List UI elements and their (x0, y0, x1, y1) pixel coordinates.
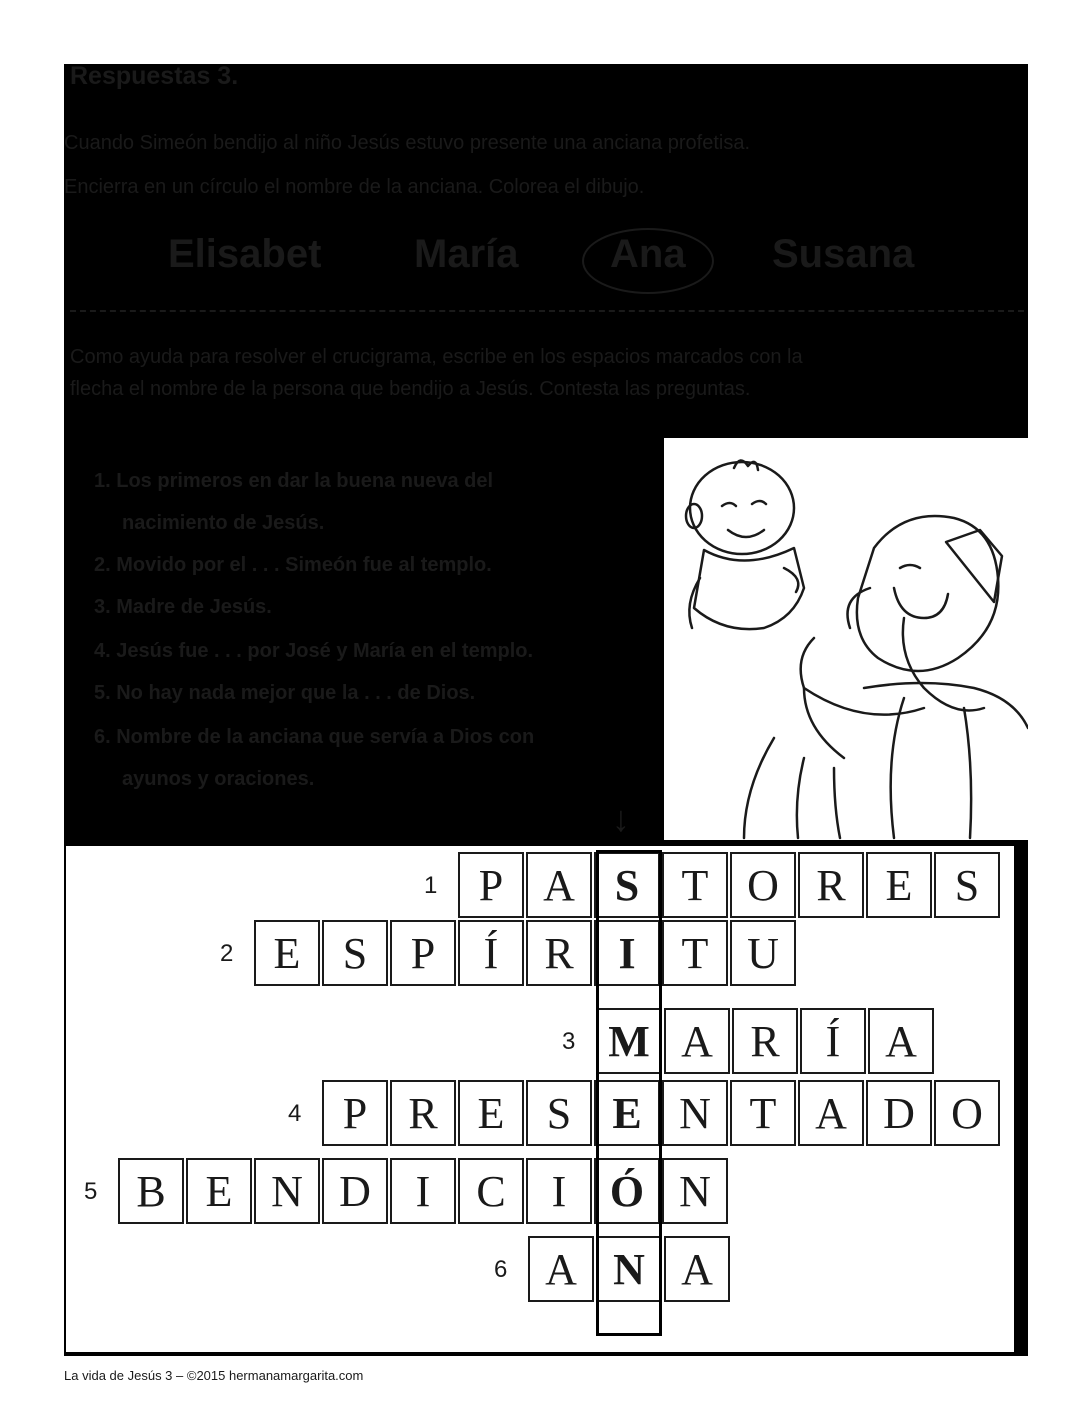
question-4: 4. Jesús fue . . . por José y María en el templo. (94, 640, 534, 662)
crossword-cell-2-1[interactable]: E (254, 920, 320, 986)
crossword-cell-5-4[interactable]: D (322, 1158, 388, 1224)
question-5: 5. No hay nada mejor que la . . . de Dios. (94, 682, 476, 704)
key-word-column (596, 850, 662, 1336)
dashed-divider (70, 310, 1024, 312)
crossword-cell-6-2[interactable]: N (596, 1236, 662, 1302)
question-1: 1. Los primeros en dar la buena nueva del (94, 470, 494, 492)
crossword-cell-1-3[interactable]: S (594, 852, 660, 918)
page-title: Respuestas 3. (70, 62, 239, 90)
clue-number-4: 4 (288, 1100, 302, 1127)
crossword-cell-4-1[interactable]: P (322, 1080, 388, 1146)
crossword-cell-2-7[interactable]: T (662, 920, 728, 986)
footer-credit: La vida de Jesús 3 – ©2015 hermanamargarita.com (64, 1368, 364, 1383)
crossword-cell-4-9[interactable]: D (866, 1080, 932, 1146)
crossword-cell-4-6[interactable]: N (662, 1080, 728, 1146)
question-2: 2. Movido por el . . . Simeón fue al templo. (94, 554, 492, 576)
crossword-cell-4-10[interactable]: O (934, 1080, 1000, 1146)
crossword-cell-1-5[interactable]: O (730, 852, 796, 918)
clue-number-6: 6 (494, 1256, 508, 1283)
crossword-cell-4-8[interactable]: A (798, 1080, 864, 1146)
down-arrow-icon: ↓ (612, 798, 630, 839)
crossword-cell-3-2[interactable]: A (664, 1008, 730, 1074)
crossword-cell-1-7[interactable]: E (866, 852, 932, 918)
crossword-cell-4-4[interactable]: S (526, 1080, 592, 1146)
crossword-cell-3-3[interactable]: R (732, 1008, 798, 1074)
crossword-cell-1-8[interactable]: S (934, 852, 1000, 918)
crossword-cell-1-1[interactable]: P (458, 852, 524, 918)
intro-line-1: Cuando Simeón bendijo al niño Jesús estuvo presente una anciana profetisa. (64, 132, 751, 154)
instruction-line-1: Como ayuda para resolver el crucigrama, escribe en los espacios marcados con la (70, 346, 803, 368)
crossword-cell-5-8[interactable]: Ó (594, 1158, 660, 1224)
question-3: 3. Madre de Jesús. (94, 596, 272, 618)
crossword-cell-5-7[interactable]: I (526, 1158, 592, 1224)
right-margin (1028, 0, 1088, 1408)
crossword-cell-4-5[interactable]: E (594, 1080, 660, 1146)
clue-number-1: 1 (424, 872, 438, 899)
crossword-cell-5-3[interactable]: N (254, 1158, 320, 1224)
clue-number-3: 3 (562, 1028, 576, 1055)
crossword-cell-3-4[interactable]: Í (800, 1008, 866, 1074)
crossword-cell-2-6[interactable]: I (594, 920, 660, 986)
intro-line-2: Encierra en un círculo el nombre de la anciana. Colorea el dibujo. (64, 176, 645, 198)
crossword-cell-5-5[interactable]: I (390, 1158, 456, 1224)
crossword-cell-6-1[interactable]: A (528, 1236, 594, 1302)
crossword-cell-5-2[interactable]: E (186, 1158, 252, 1224)
illustration-drawing (664, 438, 1028, 840)
crossword-cell-2-8[interactable]: U (730, 920, 796, 986)
question-6-cont: ayunos y oraciones. (122, 768, 315, 790)
crossword-grid (66, 846, 1014, 1352)
crossword-cell-3-1[interactable]: M (596, 1008, 662, 1074)
crossword-cell-4-3[interactable]: E (458, 1080, 524, 1146)
crossword-cell-1-6[interactable]: R (798, 852, 864, 918)
name-option-susana[interactable]: Susana (772, 232, 915, 276)
name-option-ana[interactable]: Ana (610, 232, 686, 276)
simeon-holding-baby-illustration (664, 438, 1028, 840)
crossword-cell-2-4[interactable]: Í (458, 920, 524, 986)
instruction-line-2: flecha el nombre de la persona que bendijo a Jesús. Contesta las preguntas. (70, 378, 751, 400)
crossword-cell-2-5[interactable]: R (526, 920, 592, 986)
crossword-cell-3-5[interactable]: A (868, 1008, 934, 1074)
crossword-cell-1-2[interactable]: A (526, 852, 592, 918)
answer-circle (582, 228, 714, 294)
crossword-cell-5-6[interactable]: C (458, 1158, 524, 1224)
crossword-cell-2-2[interactable]: S (322, 920, 388, 986)
crossword-cell-1-4[interactable]: T (662, 852, 728, 918)
clue-number-5: 5 (84, 1178, 98, 1205)
crossword-cell-4-7[interactable]: T (730, 1080, 796, 1146)
name-option-maria[interactable]: María (414, 232, 519, 276)
question-6: 6. Nombre de la anciana que servía a Dios con (94, 726, 535, 748)
name-option-elisabet[interactable]: Elisabet (168, 232, 322, 276)
clue-number-2: 2 (220, 940, 234, 967)
question-1-cont: nacimiento de Jesús. (122, 512, 325, 534)
crossword-cell-4-2[interactable]: R (390, 1080, 456, 1146)
crossword-cell-5-9[interactable]: N (662, 1158, 728, 1224)
crossword-cell-2-3[interactable]: P (390, 920, 456, 986)
crossword-cell-5-1[interactable]: B (118, 1158, 184, 1224)
crossword-cell-6-3[interactable]: A (664, 1236, 730, 1302)
